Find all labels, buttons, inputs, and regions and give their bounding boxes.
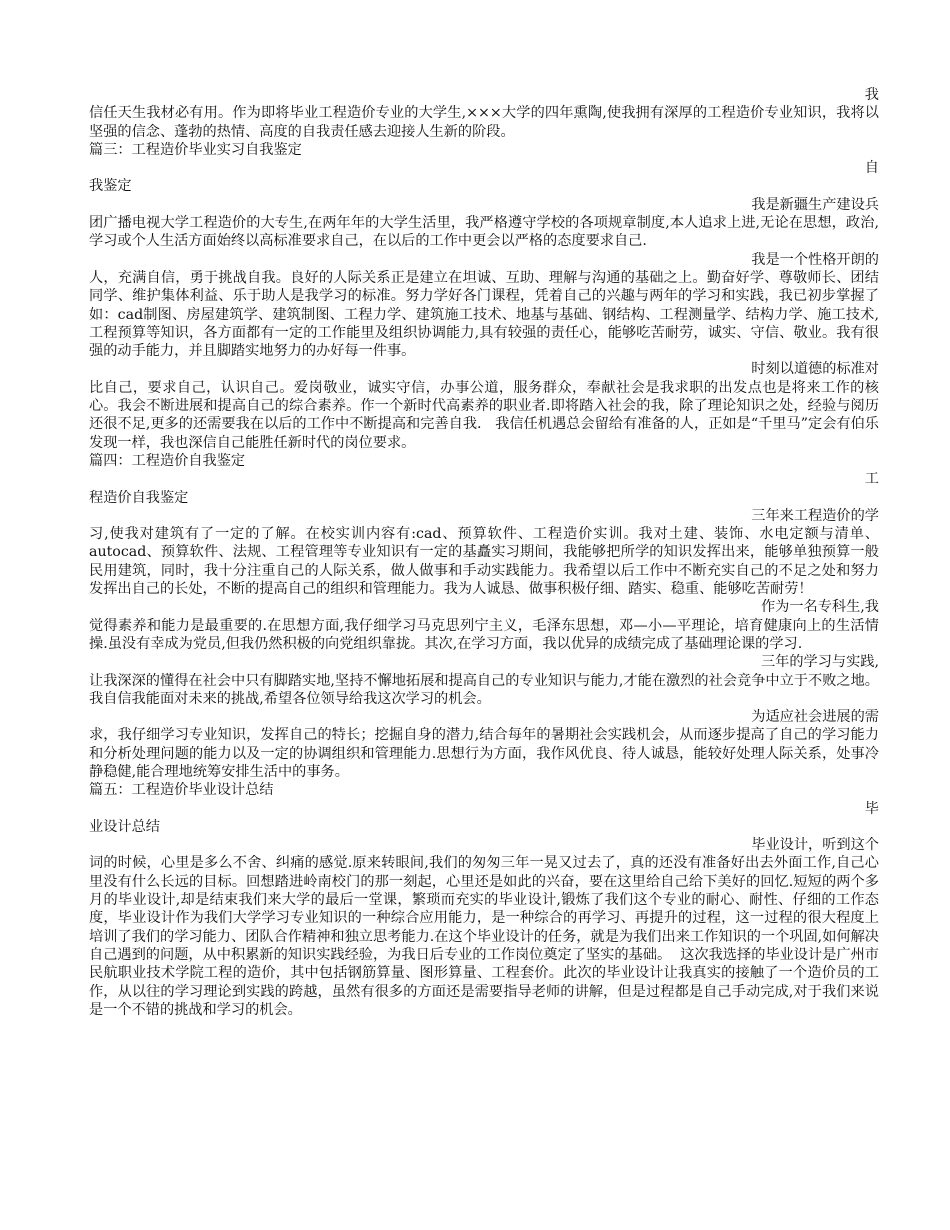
indented-line-start: 为适应社会进展的需 [751,709,879,726]
paragraph: 人，充满自信，勇于挑战自我。良好的人际关系正是建立在坦诚、互助、理解与沟通的基础之上。勤奋好学、尊敬师长、团结同学、维护集体利益、乐于助人是我学习的标准。努力学好各门课程，凭着自己的兴趣与两年的学习和实践，我已初步掌握了如：cad制图、房屋建筑学、建筑制图、工程力学、建筑施工技术、地基与基础、钢结构、工程测量学、结构力学、施工技术,工程预算等知识，各方面都有一定的工作能里及组织协调能力,具有较强的责任心，能够吃苦耐劳，诚实、守信、敬业。我有很强的动手能力，并且脚踏实地努力的办好每一件事。 [89,269,879,360]
indented-line-start: 毕 [864,800,879,817]
paragraph: 程造价自我鉴定 [89,489,189,506]
indented-line-start: 三年的学习与实践, [760,654,879,671]
indented-line-start: 我是新疆生产建设兵 [751,196,879,213]
document-page [89,86,879,1019]
paragraph: 觉得素养和能力是最重要的.在思想方面,我仔细学习马克思列宁主义，毛泽东思想，邓—小—平理论，培育健康向上的生活情操.虽没有幸成为党员,但我仍然积极的向党组织靠拢。其次,在学习方面，我以优异的成绩完成了基础理论课的学习. [89,617,879,652]
paragraph: 我鉴定 [89,178,132,195]
section-heading: 篇四：工程造价自我鉴定 [89,452,246,469]
paragraph: 团广播电视大学工程造价的大专生,在两年年的大学生活里，我严格遵守学校的各项规章制度,本人追求上进,无论在思想，政治,学习或个人生活方面始终以高标准要求自己，在以后的工作中更会以严格的态度要求自己. [89,215,879,250]
indented-line-start: 时刻以道德的标准对 [751,361,879,378]
indented-line-start: 自 [864,160,879,177]
paragraph: 词的时候，心里是多么不舍、纠痛的感觉.原来转眼间,我们的匆匆三年一晃又过去了，真的还没有准备好出去外面工作,自己心里没有什么长远的目标。回想踏进岭南校门的那一刻起，心里还是如此的兴奋，要在这里给自己给下美好的回忆.短短的两个多月的毕业设计,却是结束我们来大学的最后一堂课，繁琐而充实的毕业设计,锻炼了我们这个专业的耐心、耐性、仔细的工作态度，毕业设计作为我们大学学习专业知识的一种综合应用能力，是一种综合的再学习、再提升的过程，这一过程的很大程度上培训了我们的学习能力、团队合作精神和独立思考能力.在这个毕业设计的任务，就是为我们出来工作知识的一个巩固,如何解决自己遇到的问题，从中积累新的知识实践经验，为我日后专业的工作岗位奠定了坚实的基础。 这次我选择的毕业设计是广州市民航职业技术学院工程的造价，其中包括钢筋算量、图形算量、工程套价。此次的毕业设计让我真实的接触了一个造价员的工作，从以往的学习理论到实践的跨越，虽然有很多的方面还是需要指导老师的讲解，但是过程都是自己手动完成,对于我们来说是一个不错的挑战和学习的机会。 [89,855,879,1018]
paragraph: 业设计总结 [89,818,160,835]
paragraph: 比自己，要求自己，认识自己。爱岗敬业，诚实守信，办事公道，服务群众，奉献社会是我求职的出发点也是将来工作的核心。我会不断进展和提高自己的综合素养。作一个新时代高素养的职业者.即将踏入社会的我，除了理论知识之处，经验与阅历还很不足,更多的还需要我在以后的工作中不断提高和完善自我. 我信任机遇总会留给有准备的人，正如是“千里马”定会有伯乐发现一样，我也深信自己能胜任新时代的岗位要求。 [89,379,879,451]
section-heading: 篇三：工程造价毕业实习自我鉴定 [89,141,302,158]
paragraph: 求，我仔细学习专业知识，发挥自己的特长；挖掘自身的潜力,结合每年的暑期社会实践机会，从而逐步提高了自己的学习能力和分析处理问题的能力以及一定的协调组织和管理能力.思想行为方面，我作风优良、待人诚恳，能较好处理人际关系，处事冷静稳健,能合理地统筹安排生活中的事务。 [89,727,879,780]
indented-line-start: 三年来工程造价的学 [751,507,879,524]
paragraph: 习,使我对建筑有了一定的了解。在校实训内容有:cad、预算软件、工程造价实训。我对土建、装饰、水电定额与清单、autocad、预算软件、法规、工程管理等专业知识有一定的基矗实习期间，我能够把所学的知识发挥出来，能够单独预算一般民用建筑，同时，我十分注重自己的人际关系，做人做事和手动实践能力。我希望以后工作中不断充实自己的不足之处和努力发挥出自己的长处，不断的提高自己的组织和管理能力。我为人诚恳、做事积极仔细、踏实、稳重、能够吃苦耐劳！ [89,526,879,598]
indented-line-start: 工 [864,471,879,488]
indented-line-start: 我 [864,87,879,103]
indented-line-start: 我是一个性格开朗的 [751,251,879,268]
section-heading: 篇五：工程造价毕业设计总结 [89,782,274,799]
paragraph: 信任天生我材必有用。作为即将毕业工程造价专业的大学生,×××大学的四年熏陶,使我拥有深厚的工程造价专业知识，我将以坚强的信念、蓬勃的热情、高度的自我责任感去迎接人生新的阶段。 [89,105,879,140]
paragraph: 让我深深的懂得在社会中只有脚踏实地,坚持不懈地拓展和提高自己的专业知识与能力,才能在激烈的社会竞争中立于不败之地。我自信我能面对未来的挑战,希望各位领导给我这次学习的机会。 [89,672,879,707]
indented-line-start: 作为一名专科生,我 [760,599,879,616]
indented-line-start: 毕业设计，听到这个 [751,837,879,854]
